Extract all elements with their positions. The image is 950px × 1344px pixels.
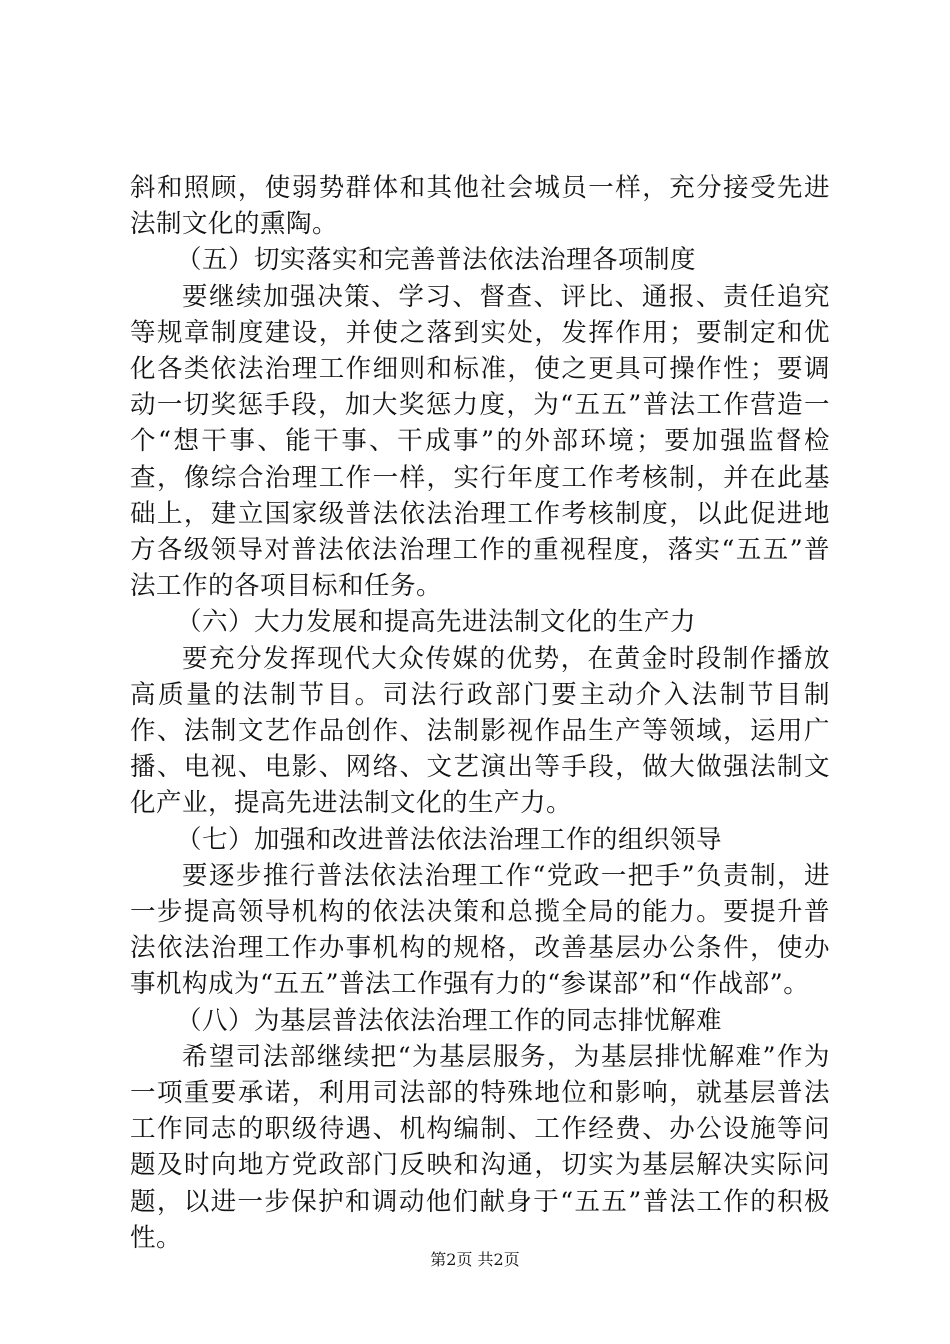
paragraph-section-5: 要继续加强决策、学习、督查、评比、通报、责任追究等规章制度建设，并使之落到实处，发挥作用；要制定和优化各类依法治理工作细则和标准，使之更具可操作性；要调动一切奖惩手段，加大奖惩力度，为“五五”普法工作营造一个“想干事、能干事、干成事”的外部环境；要加强监督检查，像综合治理工作一样，实行年度工作考核制，并在此基础上，建立国家级普法依法治理工作考核制度，以此促进地方各级领导对普法依法治理工作的重视程度，落实“五五”普法工作的各项目标和任务。 (130, 281, 830, 602)
page-number-label: 第2页 共2页 (430, 1250, 520, 1269)
paragraph-continuation: 斜和照顾，使弱势群体和其他社会城员一样，充分接受先进法制文化的熏陶。 (130, 173, 830, 240)
document-body (130, 170, 830, 1256)
section-heading-5: （五）切实落实和完善普法依法治理各项制度 (176, 245, 697, 276)
section-heading-7: （七）加强和改进普法依法治理工作的组织领导 (176, 824, 723, 855)
paragraph-section-8: 希望司法部继续把“为基层服务，为基层排忧解难”作为一项重要承诺，利用司法部的特殊地位和影响，就基层普法工作同志的职级待遇、机构编制、工作经费、办公设施等问题及时向地方党政部门反映和沟通，切实为基层解决实际问题，以进一步保护和调动他们献身于“五五”普法工作的积极性。 (130, 1041, 830, 1253)
paragraph-section-7: 要逐步推行普法依法治理工作“党政一把手”负责制，进一步提高领导机构的依法决策和总揽全局的能力。要提升普法依法治理工作办事机构的规格，改善基层办公条件，使办事机构成为“五五”普法工作强有力的“参谋部”和“作战部”。 (130, 860, 830, 1000)
paragraph-section-6: 要充分发挥现代大众传媒的优势，在黄金时段制作播放高质量的法制节目。司法行政部门要主动介入法制节目制作、法制文艺作品创作、法制影视作品生产等领域，运用广播、电视、电影、网络、文艺演出等手段，做大做强法制文化产业，提高先进法制文化的生产力。 (130, 643, 830, 819)
section-heading-6: （六）大力发展和提高先进法制文化的生产力 (176, 607, 697, 638)
page-footer (0, 1250, 950, 1270)
section-heading-8: （八）为基层普法依法治理工作的同志排忧解难 (176, 1005, 723, 1036)
